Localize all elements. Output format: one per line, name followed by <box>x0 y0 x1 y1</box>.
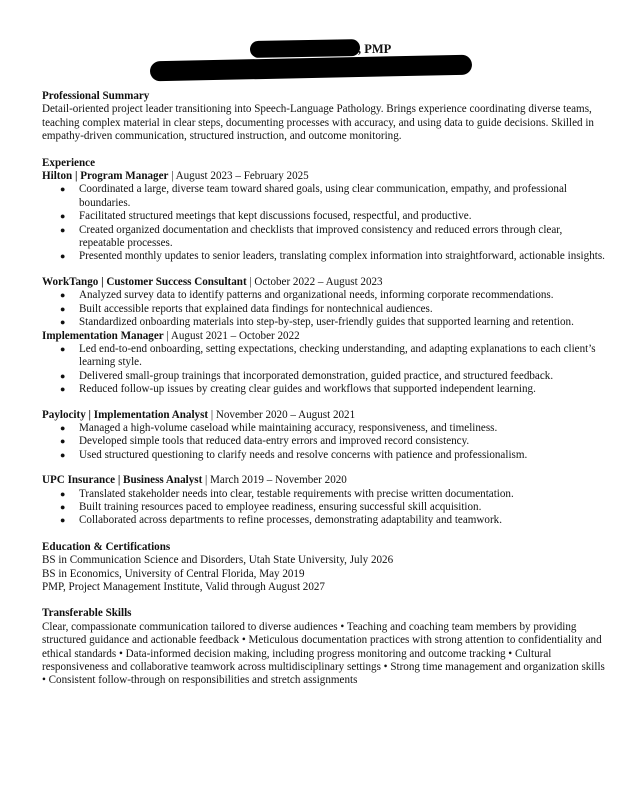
bullet-item: ● Created organized documentation and checklists that improved consistency and reduced errors through clear, repeatable processes. <box>79 224 608 251</box>
bullet-item: ● Built accessible reports that explained data findings for nontechnical audiences. <box>79 303 608 316</box>
bullet-item: ● Standardized onboarding materials into step-by-step, user-friendly guides that supported learning and retention. <box>79 316 608 329</box>
bullet-item: ● Translated stakeholder needs into clear, testable requirements with precise written documentation. <box>79 488 608 501</box>
job-bullets <box>42 289 608 329</box>
job-role: Business Analyst <box>123 474 203 487</box>
job-heading <box>42 276 608 289</box>
job-role: Customer Success Consultant <box>106 275 247 288</box>
education-item: PMP, Project Management Institute, Valid through August 2027 <box>42 581 325 593</box>
education-section <box>42 541 608 595</box>
education-item: BS in Economics, University of Central Florida, May 2019 <box>42 567 305 580</box>
job-bullets <box>42 343 608 397</box>
job-entry <box>42 409 608 463</box>
bullet-item: ● Collaborated across departments to refine processes, demonstrating adaptability and teamwork. <box>79 514 608 527</box>
bullet-item: ● Led end-to-end onboarding, setting expectations, checking understanding, and adapting explanations to each client’s learning style. <box>79 343 608 370</box>
bullet-item: ● Developed simple tools that reduced data-entry errors and improved record consistency. <box>79 435 608 448</box>
bullet-item: ● Facilitated structured meetings that kept discussions focused, respectful, and productive. <box>79 210 608 223</box>
job-entry <box>42 170 608 264</box>
job-heading <box>42 474 608 487</box>
bullet-item: ● Presented monthly updates to senior leaders, translating complex information into straightforward, actionable insights. <box>79 250 608 263</box>
education-item: BS in Communication Science and Disorders, Utah State University, July 2026 <box>42 554 394 567</box>
job-role: Implementation Analyst <box>93 408 209 421</box>
job-entry <box>42 474 608 528</box>
company-name: Hilton <box>42 170 73 183</box>
company-name: Paylocity <box>42 408 86 421</box>
bullet-item: ● Coordinated a large, diverse team toward shared goals, using clear communication, empathy, and professional boundaries. <box>79 183 608 210</box>
bullet-item: ● Reduced follow-up issues by creating clear guides and workflows that supported independent learning. <box>79 383 608 396</box>
job-role: Implementation Manager <box>42 329 164 342</box>
summary-section <box>42 90 608 144</box>
job-bullets <box>42 488 608 528</box>
job-entry <box>42 330 608 397</box>
name-credential: , PMP <box>358 42 392 56</box>
resume-body <box>42 90 608 688</box>
section-title: Professional Summary <box>42 90 150 102</box>
redacted-name <box>250 39 360 58</box>
summary-text: Detail-oriented project leader transitioning into Speech-Language Pathology. Brings experience coordinating diverse teams, teaching complex material in clear steps, documenting processes with accuracy, and using data to guide decisions. Skilled in empathy-driven communication, structured instruction, and outcome monitoring. <box>42 103 594 143</box>
job-bullets <box>42 422 608 462</box>
job-entry <box>42 276 608 330</box>
job-heading <box>42 170 608 183</box>
job-heading <box>42 409 608 422</box>
bullet-item: ● Delivered small-group trainings that incorporated demonstration, guided practice, and structured feedback. <box>79 370 608 383</box>
job-heading <box>42 330 608 343</box>
section-title: Transferable Skills <box>42 607 132 620</box>
job-role: Program Manager <box>80 170 169 183</box>
job-dates: | November 2020 – August 2021 <box>208 408 356 421</box>
skills-section <box>42 607 608 687</box>
skills-text: Clear, compassionate communication tailored to diverse audiences • Teaching and coaching team members by providing structured guidance and actionable feedback • Meticulous documentation practices with strong attention to confidentiality and ethical standards • Data-informed decision making, including progress monitoring and outcome tracking • Cultural responsiveness and collaborative teamwork across multidisciplinary settings • Strong time management and organization skills • Consistent follow-through on responsibilities and stretch assignments <box>42 620 605 687</box>
job-dates: | August 2021 – October 2022 <box>163 329 300 342</box>
job-dates: | August 2023 – February 2025 <box>168 170 309 183</box>
company-name: UPC Insurance <box>42 474 116 487</box>
bullet-item: ● Managed a high-volume caseload while maintaining accuracy, responsiveness, and timeliness. <box>79 422 608 435</box>
separator: | <box>72 170 81 183</box>
section-title: Experience <box>42 156 95 169</box>
job-dates: | October 2022 – August 2023 <box>246 275 383 288</box>
bullet-item: ● Analyzed survey data to identify patterns and organizational needs, informing corporate recommendations. <box>79 289 608 302</box>
separator: | <box>115 474 124 487</box>
separator: | <box>85 408 94 421</box>
bullet-item: ● Built training resources paced to employee readiness, ensuring successful skill acquisition. <box>79 501 608 514</box>
bullet-item: ● Used structured questioning to clarify needs and resolve concerns with patience and professionalism. <box>79 449 608 462</box>
experience-section <box>42 157 608 528</box>
job-bullets <box>42 183 608 263</box>
company-name: WorkTango <box>42 275 99 288</box>
section-title: Education & Certifications <box>42 540 171 553</box>
separator: | <box>98 275 107 288</box>
job-dates: | March 2019 – November 2020 <box>202 474 347 487</box>
